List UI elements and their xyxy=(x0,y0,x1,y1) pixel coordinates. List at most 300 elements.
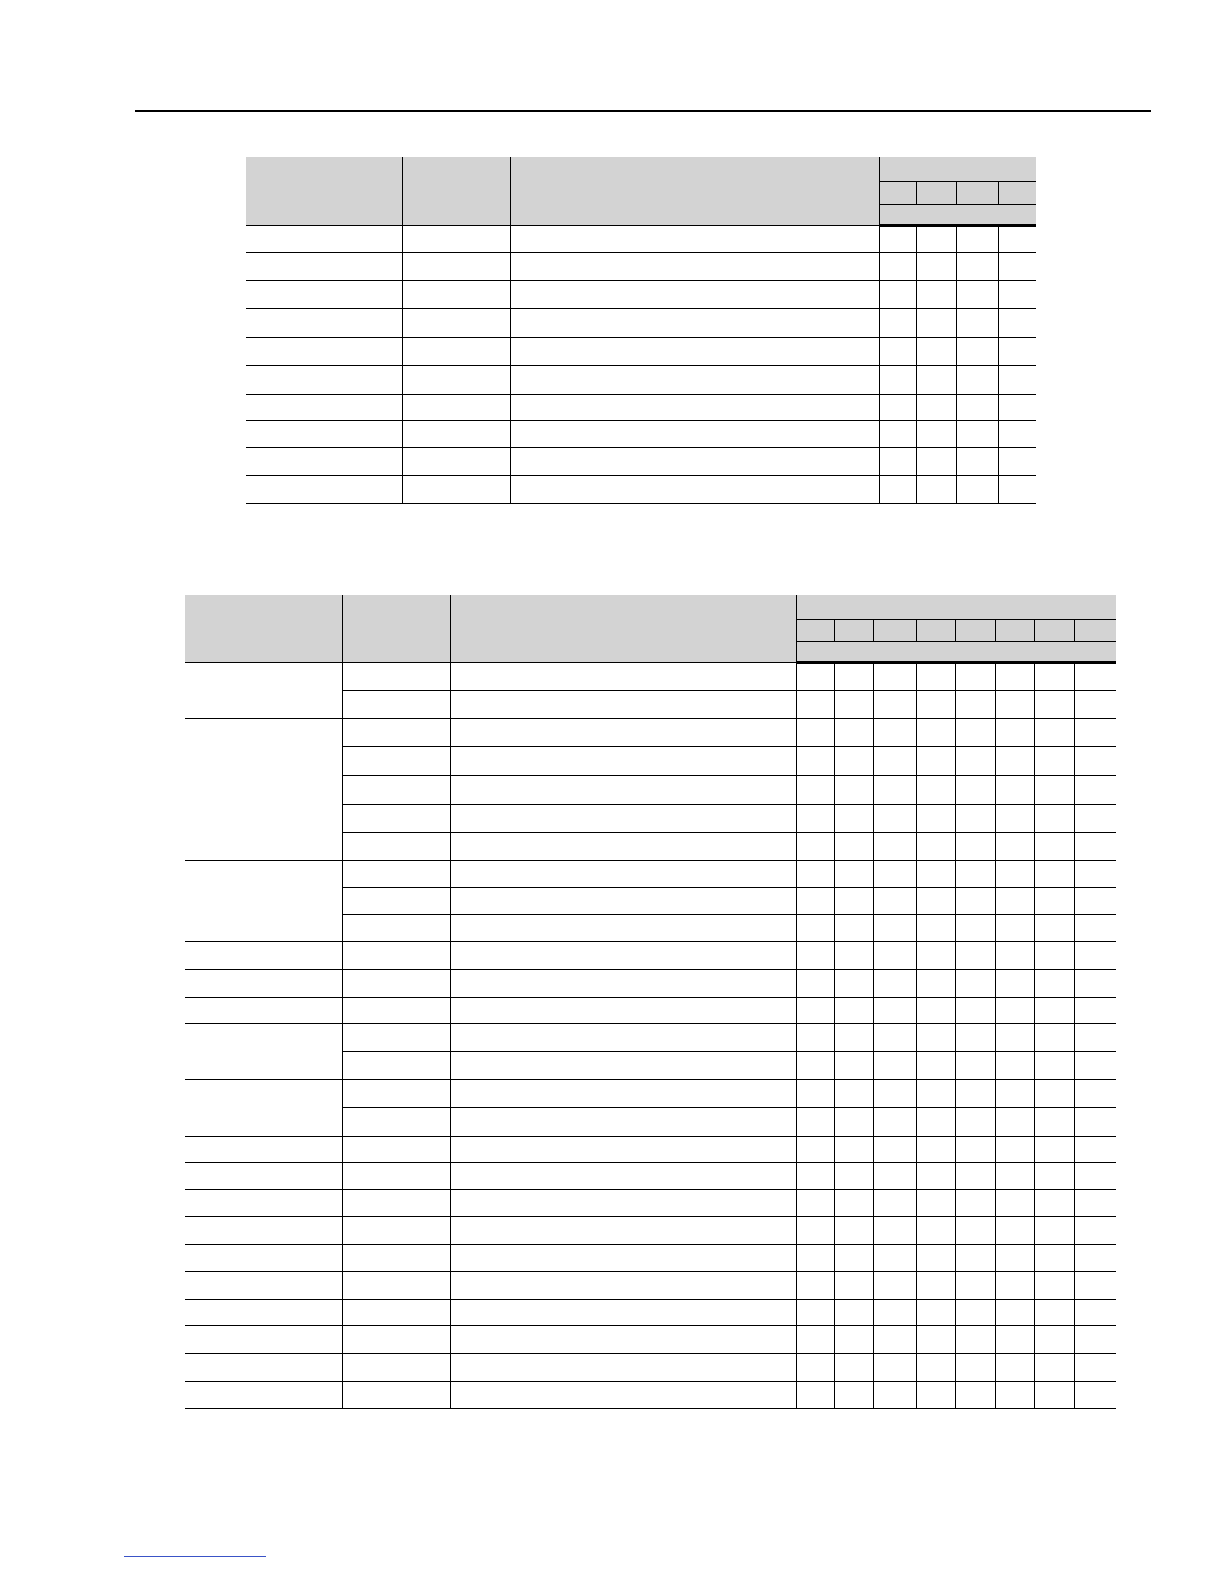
table-cell xyxy=(1034,1216,1074,1244)
table-cell xyxy=(834,1162,873,1189)
table-cell xyxy=(246,394,402,420)
table-cell xyxy=(450,914,796,941)
table-cell xyxy=(956,420,998,447)
table-cell xyxy=(450,1216,796,1244)
table-cell xyxy=(510,280,879,308)
table-cell xyxy=(834,804,873,832)
table-cell xyxy=(1034,941,1074,969)
table-cell xyxy=(998,337,1036,365)
table-cell xyxy=(956,337,998,365)
table-cell xyxy=(342,887,450,914)
table-cell xyxy=(916,746,955,775)
table-cell xyxy=(342,860,450,887)
table-cell xyxy=(1074,1107,1116,1136)
table-cell xyxy=(342,1244,450,1271)
table-cell xyxy=(916,804,955,832)
table-cell xyxy=(1034,1244,1074,1271)
table-cell xyxy=(955,1381,995,1408)
table-cell xyxy=(873,718,916,746)
table-cell xyxy=(1074,1189,1116,1216)
table-cell xyxy=(955,1244,995,1271)
table-cell xyxy=(450,718,796,746)
table-2-subheader-2 xyxy=(834,619,873,641)
table-group-cell xyxy=(185,969,342,997)
table-cell xyxy=(998,394,1036,420)
table-cell xyxy=(998,280,1036,308)
table-cell xyxy=(916,941,955,969)
table-cell xyxy=(995,1136,1034,1162)
table-1-header-col-1 xyxy=(246,157,402,225)
table-cell xyxy=(995,775,1034,804)
table-cell xyxy=(873,1136,916,1162)
table-cell xyxy=(834,1271,873,1299)
table-row xyxy=(246,337,1036,365)
table-cell xyxy=(955,887,995,914)
table-cell xyxy=(998,475,1036,503)
table-cell xyxy=(916,1299,955,1325)
table-group-cell xyxy=(185,1325,342,1353)
table-cell xyxy=(995,1244,1034,1271)
table-cell xyxy=(246,252,402,280)
table-2-subheader-1 xyxy=(796,619,834,641)
table-cell xyxy=(834,1107,873,1136)
table-cell xyxy=(873,1051,916,1079)
table-cell xyxy=(246,280,402,308)
table-cell xyxy=(873,1216,916,1244)
table-cell xyxy=(955,860,995,887)
table-cell xyxy=(955,690,995,718)
table-cell xyxy=(873,804,916,832)
table-cell xyxy=(1034,1051,1074,1079)
table-cell xyxy=(1074,1162,1116,1189)
table-cell xyxy=(873,1381,916,1408)
table-1-subheader-1 xyxy=(879,181,916,204)
table-cell xyxy=(1034,1189,1074,1216)
table-row xyxy=(185,718,1116,746)
table-cell xyxy=(834,914,873,941)
table-cell xyxy=(1034,1023,1074,1051)
footer-link[interactable] xyxy=(124,1556,266,1557)
table-cell xyxy=(956,365,998,394)
table-cell xyxy=(1034,1299,1074,1325)
table-cell xyxy=(916,1136,955,1162)
table-cell xyxy=(796,860,834,887)
table-cell xyxy=(834,1079,873,1107)
table-cell xyxy=(342,941,450,969)
table-cell xyxy=(796,1271,834,1299)
table-cell xyxy=(916,997,955,1023)
table-cell xyxy=(402,475,510,503)
table-cell xyxy=(1074,1381,1116,1408)
table-cell xyxy=(916,420,956,447)
table-cell xyxy=(510,308,879,337)
table-cell xyxy=(1074,1271,1116,1299)
table-cell xyxy=(834,1244,873,1271)
table-cell xyxy=(246,365,402,394)
table-cell xyxy=(873,914,916,941)
table-cell xyxy=(916,832,955,860)
table-1-subheader-3 xyxy=(956,181,998,204)
table-cell xyxy=(834,746,873,775)
table-row xyxy=(185,1079,1116,1107)
table-cell xyxy=(450,804,796,832)
table-cell xyxy=(873,1162,916,1189)
table-cell xyxy=(342,1162,450,1189)
table-cell xyxy=(955,941,995,969)
table-cell xyxy=(873,832,916,860)
table-cell xyxy=(1034,718,1074,746)
table-cell xyxy=(246,475,402,503)
table-cell xyxy=(995,1216,1034,1244)
table-cell xyxy=(796,1023,834,1051)
table-cell xyxy=(955,1136,995,1162)
table-cell xyxy=(796,804,834,832)
table-cell xyxy=(342,690,450,718)
table-cell xyxy=(995,1271,1034,1299)
table-cell xyxy=(916,1216,955,1244)
table-group-cell xyxy=(185,941,342,969)
table-2-subheader-6 xyxy=(995,619,1034,641)
table-cell xyxy=(879,475,916,503)
table-cell xyxy=(834,887,873,914)
table-cell xyxy=(342,1189,450,1216)
table-cell xyxy=(916,775,955,804)
table-cell xyxy=(995,914,1034,941)
table-cell xyxy=(834,775,873,804)
table-cell xyxy=(916,225,956,252)
table-cell xyxy=(796,1381,834,1408)
table-row xyxy=(246,308,1036,337)
table-cell xyxy=(1034,832,1074,860)
table-row xyxy=(185,1244,1116,1271)
table-cell xyxy=(879,308,916,337)
table-cell xyxy=(955,1107,995,1136)
table-cell xyxy=(873,969,916,997)
table-cell xyxy=(916,690,955,718)
table-cell xyxy=(955,1325,995,1353)
table-cell xyxy=(916,447,956,475)
table-cell xyxy=(955,1023,995,1051)
table-cell xyxy=(796,1244,834,1271)
table-cell xyxy=(955,775,995,804)
table-cell xyxy=(873,662,916,690)
table-cell xyxy=(450,1299,796,1325)
table-cell xyxy=(1074,832,1116,860)
table-cell xyxy=(402,365,510,394)
table-2-header-group xyxy=(796,595,1116,619)
table-cell xyxy=(879,280,916,308)
table-1-header-group xyxy=(879,157,1036,181)
table-1-header-col-3 xyxy=(510,157,879,225)
table-cell xyxy=(1034,1381,1074,1408)
page-header-rule xyxy=(135,110,1151,112)
table-group-cell xyxy=(185,1189,342,1216)
table-cell xyxy=(879,225,916,252)
table-cell xyxy=(1034,1136,1074,1162)
table-cell xyxy=(510,447,879,475)
table-cell xyxy=(1074,1216,1116,1244)
table-cell xyxy=(873,1023,916,1051)
table-cell xyxy=(1074,997,1116,1023)
table-cell xyxy=(1074,690,1116,718)
table-cell xyxy=(834,1023,873,1051)
table-cell xyxy=(450,662,796,690)
table-cell xyxy=(916,1325,955,1353)
table-cell xyxy=(796,1107,834,1136)
table-2-subheader-8 xyxy=(1074,619,1116,641)
table-cell xyxy=(956,280,998,308)
table-row xyxy=(185,1325,1116,1353)
table-cell xyxy=(955,1353,995,1381)
table-cell xyxy=(342,1325,450,1353)
table-cell xyxy=(916,1353,955,1381)
table-cell xyxy=(450,775,796,804)
table-cell xyxy=(450,1051,796,1079)
table-cell xyxy=(998,225,1036,252)
table-row xyxy=(246,365,1036,394)
table-row xyxy=(185,1136,1116,1162)
table-cell xyxy=(916,337,956,365)
table-cell xyxy=(995,718,1034,746)
table-1-header-group-footer xyxy=(879,204,1036,225)
table-cell xyxy=(834,690,873,718)
table-cell xyxy=(450,997,796,1023)
table-group-cell xyxy=(185,1244,342,1271)
table-group-cell xyxy=(185,662,342,718)
table-2-subheader-3 xyxy=(873,619,916,641)
table-row xyxy=(185,1353,1116,1381)
table-row xyxy=(185,1162,1116,1189)
table-cell xyxy=(998,420,1036,447)
table-cell xyxy=(1034,1079,1074,1107)
table-cell xyxy=(342,804,450,832)
table-cell xyxy=(402,420,510,447)
table-cell xyxy=(450,887,796,914)
table-cell xyxy=(1034,887,1074,914)
table-cell xyxy=(955,1162,995,1189)
table-cell xyxy=(342,1051,450,1079)
table-cell xyxy=(1034,804,1074,832)
table-cell xyxy=(955,1079,995,1107)
table-cell xyxy=(402,280,510,308)
table-row xyxy=(185,1271,1116,1299)
table-cell xyxy=(342,969,450,997)
table-cell xyxy=(916,1381,955,1408)
table-cell xyxy=(998,308,1036,337)
table-row xyxy=(185,662,1116,690)
table-cell xyxy=(916,662,955,690)
table-cell xyxy=(796,887,834,914)
table-group-cell xyxy=(185,1271,342,1299)
table-cell xyxy=(1074,914,1116,941)
table-cell xyxy=(834,1381,873,1408)
table-cell xyxy=(246,308,402,337)
table-cell xyxy=(796,941,834,969)
table-cell xyxy=(1074,941,1116,969)
table-cell xyxy=(834,1325,873,1353)
table-cell xyxy=(1034,860,1074,887)
table-cell xyxy=(342,1299,450,1325)
table-cell xyxy=(796,997,834,1023)
table-cell xyxy=(955,832,995,860)
table-cell xyxy=(796,690,834,718)
table-2-subheader-5 xyxy=(955,619,995,641)
table-row xyxy=(185,860,1116,887)
table-cell xyxy=(834,860,873,887)
table-cell xyxy=(402,394,510,420)
table-cell xyxy=(342,1271,450,1299)
table-2-header-col-2 xyxy=(342,595,450,662)
table-cell xyxy=(342,1216,450,1244)
table-cell xyxy=(342,1107,450,1136)
table-cell xyxy=(342,662,450,690)
table-cell xyxy=(879,252,916,280)
table-cell xyxy=(402,308,510,337)
table-cell xyxy=(796,1189,834,1216)
table-cell xyxy=(879,394,916,420)
table-cell xyxy=(796,1325,834,1353)
table-cell xyxy=(796,969,834,997)
table-cell xyxy=(834,1051,873,1079)
table-1-subheader-2 xyxy=(916,181,956,204)
table-cell xyxy=(916,969,955,997)
table-cell xyxy=(998,365,1036,394)
table-cell xyxy=(995,1051,1034,1079)
table-cell xyxy=(916,308,956,337)
table-cell xyxy=(873,1189,916,1216)
table-cell xyxy=(998,447,1036,475)
table-cell xyxy=(796,914,834,941)
table-row xyxy=(246,447,1036,475)
table-cell xyxy=(873,860,916,887)
table-row xyxy=(246,394,1036,420)
table-row xyxy=(246,475,1036,503)
table-row xyxy=(246,252,1036,280)
table-1-header-col-2 xyxy=(402,157,510,225)
table-cell xyxy=(796,1136,834,1162)
table-row xyxy=(246,225,1036,252)
table-cell xyxy=(342,718,450,746)
table-cell xyxy=(955,1299,995,1325)
table-cell xyxy=(955,804,995,832)
table-cell xyxy=(1074,804,1116,832)
table-cell xyxy=(998,252,1036,280)
table-cell xyxy=(450,1107,796,1136)
table-cell xyxy=(510,420,879,447)
table-cell xyxy=(510,225,879,252)
table-group-cell xyxy=(185,1353,342,1381)
table-cell xyxy=(796,718,834,746)
table-cell xyxy=(995,1107,1034,1136)
table-cell xyxy=(342,1381,450,1408)
table-cell xyxy=(246,447,402,475)
table-cell xyxy=(956,447,998,475)
table-cell xyxy=(873,746,916,775)
table-cell xyxy=(995,1162,1034,1189)
table-cell xyxy=(879,365,916,394)
table-group-cell xyxy=(185,1216,342,1244)
table-cell xyxy=(1074,746,1116,775)
table-cell xyxy=(1034,662,1074,690)
table-group-cell xyxy=(185,860,342,941)
table-cell xyxy=(1074,662,1116,690)
table-cell xyxy=(796,662,834,690)
table-cell xyxy=(1034,746,1074,775)
table-cell xyxy=(450,690,796,718)
table-cell xyxy=(450,1079,796,1107)
table-cell xyxy=(873,690,916,718)
table-row xyxy=(246,280,1036,308)
table-cell xyxy=(342,1136,450,1162)
table-cell xyxy=(450,832,796,860)
table-cell xyxy=(1034,775,1074,804)
table-cell xyxy=(995,1381,1034,1408)
table-cell xyxy=(402,447,510,475)
table-cell xyxy=(246,225,402,252)
table-group-cell xyxy=(185,1381,342,1408)
table-cell xyxy=(796,1353,834,1381)
table-cell xyxy=(956,475,998,503)
table-cell xyxy=(1074,860,1116,887)
table-cell xyxy=(955,1216,995,1244)
table-group-cell xyxy=(185,1023,342,1079)
table-cell xyxy=(873,887,916,914)
table-cell xyxy=(995,941,1034,969)
table-row xyxy=(185,1023,1116,1051)
table-cell xyxy=(916,914,955,941)
table-cell xyxy=(342,1023,450,1051)
table-cell xyxy=(995,887,1034,914)
table-group-cell xyxy=(185,1136,342,1162)
table-1-subheader-4 xyxy=(998,181,1036,204)
table-cell xyxy=(955,969,995,997)
table-cell xyxy=(834,1136,873,1162)
table-cell xyxy=(342,832,450,860)
table-cell xyxy=(916,1162,955,1189)
table-cell xyxy=(450,1353,796,1381)
table-cell xyxy=(916,860,955,887)
table-cell xyxy=(955,1051,995,1079)
table-cell xyxy=(873,775,916,804)
table-cell xyxy=(955,1271,995,1299)
table-cell xyxy=(995,969,1034,997)
table-cell xyxy=(916,394,956,420)
table-cell xyxy=(916,365,956,394)
table-cell xyxy=(956,225,998,252)
table-cell xyxy=(510,394,879,420)
table-cell xyxy=(510,475,879,503)
table-cell xyxy=(873,1353,916,1381)
table-cell xyxy=(879,420,916,447)
table-cell xyxy=(879,447,916,475)
table-cell xyxy=(402,225,510,252)
table-cell xyxy=(916,887,955,914)
table-cell xyxy=(450,746,796,775)
table-cell xyxy=(450,1244,796,1271)
table-cell xyxy=(1074,1051,1116,1079)
table-cell xyxy=(450,1381,796,1408)
table-cell xyxy=(796,1051,834,1079)
table-cell xyxy=(995,1299,1034,1325)
table-cell xyxy=(995,1353,1034,1381)
table-cell xyxy=(834,1189,873,1216)
table-cell xyxy=(916,475,956,503)
table-cell xyxy=(1034,997,1074,1023)
table-2-header-group-footer xyxy=(796,641,1116,662)
table-cell xyxy=(879,337,916,365)
table-cell xyxy=(995,1023,1034,1051)
table-cell xyxy=(402,337,510,365)
